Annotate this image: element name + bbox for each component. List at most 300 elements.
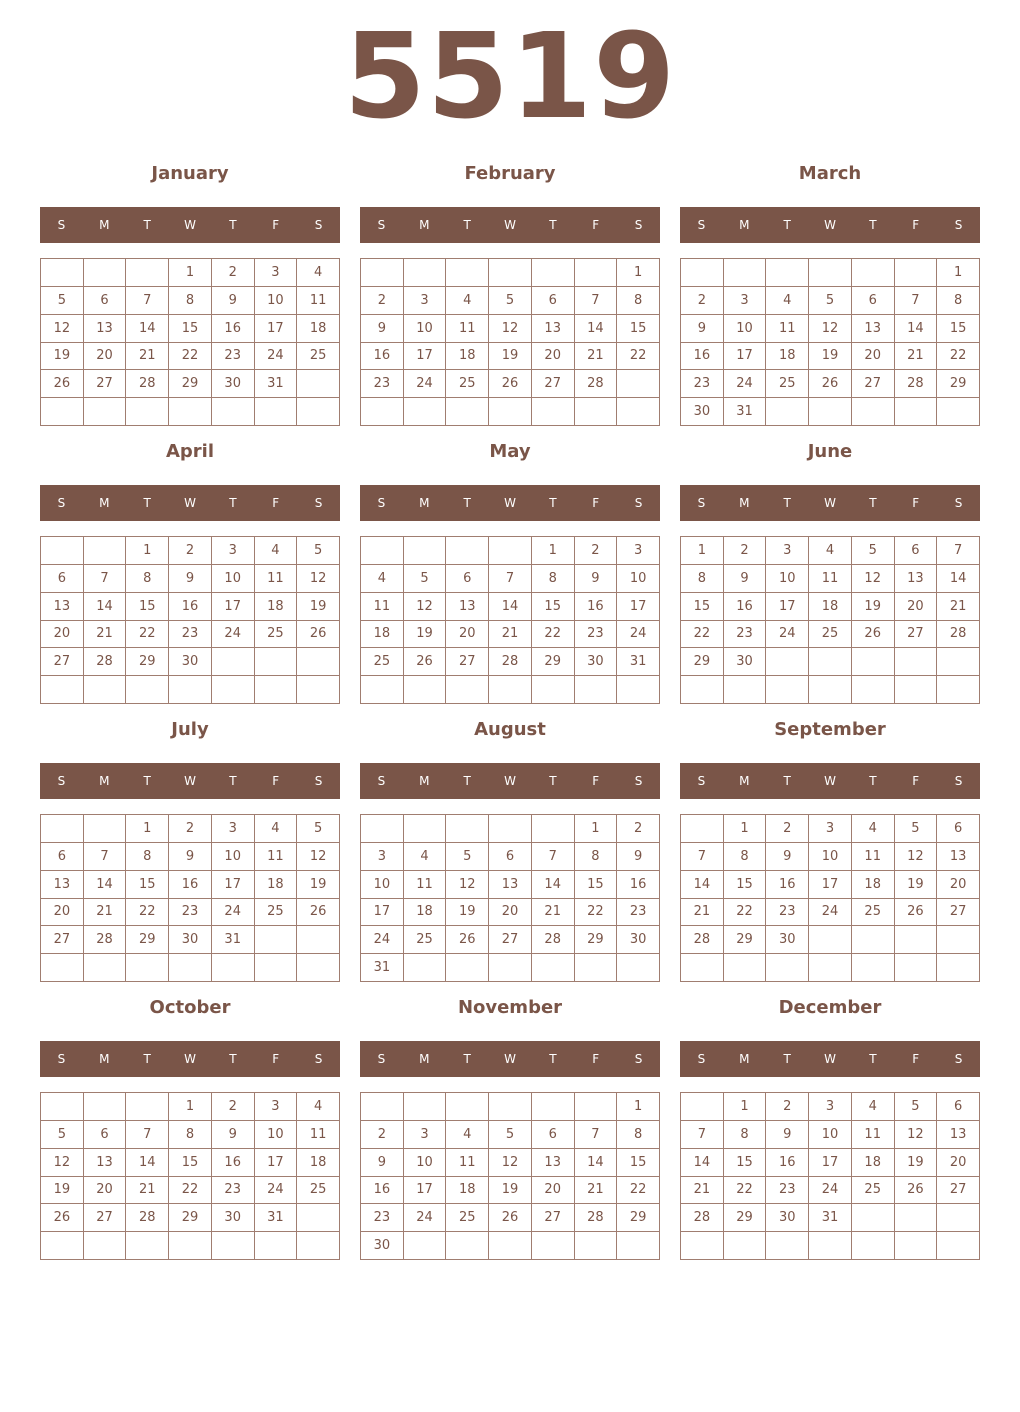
empty-cell	[446, 676, 489, 704]
weekday-label: T	[783, 496, 791, 510]
day-cell: 26	[809, 370, 852, 398]
day-cell: 21	[126, 343, 169, 371]
month-name: November	[457, 997, 563, 1018]
day-cell: 7	[126, 287, 169, 315]
day-cell: 18	[297, 315, 340, 343]
day-cell: 16	[212, 315, 255, 343]
day-cell: 4	[297, 259, 340, 287]
day-cell: 17	[809, 1149, 852, 1177]
weekday-label: T	[143, 218, 151, 232]
day-cell: 10	[255, 1121, 298, 1149]
day-cell: 15	[575, 871, 618, 899]
empty-cell	[617, 370, 660, 398]
weekday-label: W	[184, 1052, 196, 1066]
weekday-label: T	[783, 1052, 791, 1066]
weekday-label: S	[57, 218, 66, 232]
day-cell: 30	[681, 398, 724, 426]
day-cell: 23	[169, 621, 212, 649]
weekday-label: S	[954, 218, 963, 232]
day-cell: 20	[532, 1177, 575, 1205]
day-cell: 9	[361, 315, 404, 343]
day-cell: 25	[361, 648, 404, 676]
weekday-label: T	[143, 774, 151, 788]
day-cell: 17	[212, 871, 255, 899]
empty-cell	[852, 1232, 895, 1260]
empty-cell	[575, 398, 618, 426]
empty-cell	[361, 259, 404, 287]
weekday-label: T	[229, 1052, 237, 1066]
month-name: March	[798, 163, 862, 184]
empty-cell	[724, 1232, 767, 1260]
empty-cell	[446, 259, 489, 287]
day-cell: 26	[297, 621, 340, 649]
empty-cell	[852, 954, 895, 982]
month-name: October	[149, 997, 231, 1018]
weekday-label: T	[783, 774, 791, 788]
day-cell: 15	[126, 593, 169, 621]
day-cell: 3	[255, 259, 298, 287]
day-cell: 10	[255, 287, 298, 315]
day-cell: 26	[895, 1177, 938, 1205]
day-cell: 5	[446, 843, 489, 871]
day-cell: 4	[255, 537, 298, 565]
month-name: April	[165, 441, 215, 462]
day-cell: 9	[575, 565, 618, 593]
day-cell: 26	[852, 621, 895, 649]
day-cell: 15	[126, 871, 169, 899]
empty-cell	[255, 1232, 298, 1260]
day-cell: 24	[809, 1177, 852, 1205]
day-cell: 18	[255, 593, 298, 621]
empty-cell	[809, 954, 852, 982]
day-cell: 8	[681, 565, 724, 593]
empty-cell	[617, 676, 660, 704]
empty-cell	[681, 1093, 724, 1121]
day-cell: 9	[617, 843, 660, 871]
day-cell: 18	[446, 343, 489, 371]
day-cell: 12	[297, 843, 340, 871]
weekday-label: M	[739, 1052, 750, 1066]
empty-cell	[212, 676, 255, 704]
day-cell: 7	[681, 1121, 724, 1149]
weekday-header	[360, 485, 660, 521]
day-cell: 15	[617, 1149, 660, 1177]
day-cell: 24	[809, 899, 852, 927]
empty-cell	[895, 398, 938, 426]
day-cell: 27	[446, 648, 489, 676]
day-cell: 25	[809, 621, 852, 649]
day-cell: 27	[532, 1204, 575, 1232]
day-cell: 28	[575, 1204, 618, 1232]
day-cell: 2	[361, 287, 404, 315]
day-cell: 17	[404, 343, 447, 371]
weekday-header	[40, 485, 340, 521]
weekday-header	[680, 1041, 980, 1077]
empty-cell	[532, 954, 575, 982]
day-cell: 3	[212, 537, 255, 565]
day-cell: 5	[404, 565, 447, 593]
empty-cell	[575, 1232, 618, 1260]
empty-cell	[895, 1204, 938, 1232]
day-cell: 6	[41, 843, 84, 871]
day-cell: 9	[681, 315, 724, 343]
day-cell: 3	[212, 815, 255, 843]
empty-cell	[126, 1232, 169, 1260]
day-cell: 29	[617, 1204, 660, 1232]
day-cell: 4	[852, 815, 895, 843]
day-cell: 4	[297, 1093, 340, 1121]
day-cell: 7	[489, 565, 532, 593]
weekday-label: F	[592, 218, 600, 232]
empty-cell	[446, 1093, 489, 1121]
empty-cell	[404, 537, 447, 565]
day-cell: 7	[575, 287, 618, 315]
day-cell: 18	[852, 871, 895, 899]
day-cell: 7	[532, 843, 575, 871]
day-cell: 2	[169, 815, 212, 843]
day-cell: 28	[937, 621, 980, 649]
day-cell: 20	[895, 593, 938, 621]
day-cell: 24	[212, 621, 255, 649]
day-cell: 13	[84, 1149, 127, 1177]
day-cell: 26	[489, 1204, 532, 1232]
day-cell: 8	[169, 1121, 212, 1149]
day-cell: 12	[489, 315, 532, 343]
empty-cell	[532, 259, 575, 287]
day-cell: 7	[937, 537, 980, 565]
day-cell: 4	[255, 815, 298, 843]
day-cell: 17	[404, 1177, 447, 1205]
weekday-label: S	[377, 218, 386, 232]
weekday-label: T	[549, 496, 557, 510]
day-cell: 7	[681, 843, 724, 871]
empty-cell	[681, 1232, 724, 1260]
empty-cell	[617, 954, 660, 982]
empty-cell	[84, 1093, 127, 1121]
empty-cell	[446, 1232, 489, 1260]
day-cell: 16	[575, 593, 618, 621]
weekday-header	[680, 207, 980, 243]
weekday-label: T	[549, 218, 557, 232]
day-cell: 24	[617, 621, 660, 649]
empty-cell	[404, 1232, 447, 1260]
day-cell: 5	[895, 815, 938, 843]
day-cell: 14	[126, 315, 169, 343]
day-cell: 14	[575, 1149, 618, 1177]
empty-cell	[404, 815, 447, 843]
day-cell: 17	[212, 593, 255, 621]
day-cell: 26	[404, 648, 447, 676]
day-cell: 12	[404, 593, 447, 621]
day-cell: 25	[404, 926, 447, 954]
empty-cell	[126, 676, 169, 704]
empty-cell	[489, 398, 532, 426]
weekday-header	[360, 207, 660, 243]
day-cell: 21	[532, 899, 575, 927]
empty-cell	[404, 1093, 447, 1121]
empty-cell	[852, 259, 895, 287]
weekday-header	[680, 763, 980, 799]
day-cell: 18	[809, 593, 852, 621]
day-grid	[680, 258, 980, 426]
day-cell: 10	[617, 565, 660, 593]
empty-cell	[809, 398, 852, 426]
weekday-label: T	[463, 1052, 471, 1066]
weekday-label: M	[419, 774, 430, 788]
day-cell: 4	[446, 287, 489, 315]
day-cell: 6	[41, 565, 84, 593]
empty-cell	[41, 398, 84, 426]
day-cell: 8	[724, 843, 767, 871]
day-cell: 13	[84, 315, 127, 343]
empty-cell	[617, 398, 660, 426]
weekday-label: F	[592, 1052, 600, 1066]
day-cell: 4	[361, 565, 404, 593]
day-cell: 9	[169, 843, 212, 871]
day-cell: 22	[169, 343, 212, 371]
day-cell: 27	[895, 621, 938, 649]
day-cell: 13	[41, 593, 84, 621]
weekday-label: S	[314, 774, 323, 788]
day-cell: 1	[724, 815, 767, 843]
day-cell: 4	[852, 1093, 895, 1121]
weekday-label: F	[912, 218, 920, 232]
day-cell: 16	[212, 1149, 255, 1177]
day-cell: 21	[489, 621, 532, 649]
weekday-label: W	[184, 218, 196, 232]
day-cell: 1	[126, 537, 169, 565]
day-cell: 13	[41, 871, 84, 899]
empty-cell	[404, 954, 447, 982]
day-cell: 5	[809, 287, 852, 315]
weekday-label: T	[869, 218, 877, 232]
day-cell: 18	[446, 1177, 489, 1205]
day-cell: 14	[895, 315, 938, 343]
day-cell: 15	[937, 315, 980, 343]
weekday-label: W	[184, 774, 196, 788]
empty-cell	[297, 954, 340, 982]
weekday-label: F	[272, 774, 280, 788]
day-cell: 23	[361, 1204, 404, 1232]
day-cell: 1	[169, 1093, 212, 1121]
day-cell: 12	[895, 1121, 938, 1149]
empty-cell	[937, 926, 980, 954]
day-cell: 27	[937, 899, 980, 927]
day-cell: 29	[937, 370, 980, 398]
weekday-label: T	[463, 774, 471, 788]
day-cell: 27	[41, 648, 84, 676]
empty-cell	[212, 398, 255, 426]
day-cell: 24	[766, 621, 809, 649]
day-cell: 2	[724, 537, 767, 565]
weekday-label: W	[824, 218, 836, 232]
day-cell: 5	[41, 287, 84, 315]
day-grid	[360, 536, 660, 704]
day-cell: 11	[404, 871, 447, 899]
weekday-label: S	[57, 1052, 66, 1066]
empty-cell	[852, 676, 895, 704]
weekday-label: F	[912, 774, 920, 788]
day-cell: 19	[404, 621, 447, 649]
day-cell: 6	[84, 287, 127, 315]
day-cell: 28	[84, 926, 127, 954]
day-cell: 20	[489, 899, 532, 927]
weekday-header	[40, 1041, 340, 1077]
day-cell: 13	[852, 315, 895, 343]
day-cell: 5	[297, 815, 340, 843]
day-cell: 20	[446, 621, 489, 649]
day-cell: 27	[84, 1204, 127, 1232]
day-cell: 12	[446, 871, 489, 899]
empty-cell	[41, 1093, 84, 1121]
weekday-label: M	[99, 1052, 110, 1066]
day-cell: 17	[724, 343, 767, 371]
empty-cell	[681, 259, 724, 287]
day-cell: 15	[724, 1149, 767, 1177]
weekday-header	[40, 763, 340, 799]
month-name: July	[171, 719, 209, 740]
day-cell: 30	[212, 1204, 255, 1232]
empty-cell	[255, 926, 298, 954]
day-cell: 13	[489, 871, 532, 899]
weekday-header	[360, 763, 660, 799]
weekday-label: M	[99, 774, 110, 788]
empty-cell	[681, 676, 724, 704]
weekday-label: W	[504, 1052, 516, 1066]
day-cell: 29	[532, 648, 575, 676]
empty-cell	[255, 648, 298, 676]
day-cell: 13	[532, 315, 575, 343]
empty-cell	[489, 954, 532, 982]
day-cell: 18	[255, 871, 298, 899]
day-cell: 13	[937, 1121, 980, 1149]
day-cell: 6	[937, 815, 980, 843]
day-cell: 23	[724, 621, 767, 649]
weekday-label: S	[634, 1052, 643, 1066]
empty-cell	[895, 259, 938, 287]
day-cell: 14	[681, 871, 724, 899]
empty-cell	[297, 398, 340, 426]
day-cell: 22	[681, 621, 724, 649]
weekday-label: S	[954, 496, 963, 510]
empty-cell	[297, 926, 340, 954]
empty-cell	[895, 926, 938, 954]
day-cell: 31	[361, 954, 404, 982]
month-name: May	[489, 441, 531, 462]
empty-cell	[126, 398, 169, 426]
empty-cell	[84, 537, 127, 565]
day-cell: 5	[41, 1121, 84, 1149]
day-cell: 1	[617, 259, 660, 287]
day-cell: 1	[532, 537, 575, 565]
day-cell: 23	[575, 621, 618, 649]
day-cell: 9	[766, 1121, 809, 1149]
day-cell: 2	[575, 537, 618, 565]
weekday-label: T	[869, 1052, 877, 1066]
empty-cell	[361, 676, 404, 704]
day-cell: 29	[169, 1204, 212, 1232]
day-cell: 18	[404, 899, 447, 927]
day-cell: 16	[169, 871, 212, 899]
empty-cell	[575, 259, 618, 287]
day-cell: 11	[297, 287, 340, 315]
day-cell: 29	[126, 648, 169, 676]
day-cell: 21	[84, 621, 127, 649]
day-cell: 7	[575, 1121, 618, 1149]
day-cell: 8	[617, 1121, 660, 1149]
empty-cell	[361, 537, 404, 565]
month-name: September	[774, 719, 886, 740]
empty-cell	[809, 926, 852, 954]
empty-cell	[297, 1204, 340, 1232]
day-cell: 10	[212, 565, 255, 593]
day-cell: 12	[852, 565, 895, 593]
weekday-label: S	[314, 496, 323, 510]
day-cell: 7	[126, 1121, 169, 1149]
day-cell: 11	[446, 1149, 489, 1177]
day-cell: 23	[169, 899, 212, 927]
day-cell: 25	[766, 370, 809, 398]
empty-cell	[489, 1093, 532, 1121]
empty-cell	[126, 954, 169, 982]
weekday-label: T	[869, 774, 877, 788]
day-cell: 25	[852, 1177, 895, 1205]
day-cell: 2	[617, 815, 660, 843]
empty-cell	[895, 648, 938, 676]
empty-cell	[446, 954, 489, 982]
empty-cell	[41, 1232, 84, 1260]
weekday-label: S	[314, 218, 323, 232]
day-grid	[40, 814, 340, 982]
day-cell: 10	[212, 843, 255, 871]
weekday-label: T	[463, 496, 471, 510]
day-cell: 23	[361, 370, 404, 398]
day-cell: 22	[575, 899, 618, 927]
day-cell: 2	[169, 537, 212, 565]
day-cell: 23	[766, 899, 809, 927]
empty-cell	[617, 1232, 660, 1260]
day-cell: 26	[895, 899, 938, 927]
weekday-label: W	[184, 496, 196, 510]
day-cell: 3	[361, 843, 404, 871]
day-cell: 1	[937, 259, 980, 287]
day-cell: 30	[169, 926, 212, 954]
day-cell: 10	[809, 843, 852, 871]
weekday-label: T	[143, 1052, 151, 1066]
empty-cell	[532, 815, 575, 843]
day-cell: 8	[937, 287, 980, 315]
weekday-label: T	[229, 774, 237, 788]
empty-cell	[809, 648, 852, 676]
day-cell: 22	[937, 343, 980, 371]
empty-cell	[724, 676, 767, 704]
weekday-label: F	[272, 1052, 280, 1066]
day-cell: 4	[404, 843, 447, 871]
empty-cell	[41, 537, 84, 565]
day-cell: 24	[724, 370, 767, 398]
weekday-label: W	[824, 496, 836, 510]
day-cell: 29	[575, 926, 618, 954]
empty-cell	[809, 1232, 852, 1260]
day-cell: 21	[681, 899, 724, 927]
weekday-label: F	[592, 496, 600, 510]
day-cell: 28	[895, 370, 938, 398]
day-cell: 6	[895, 537, 938, 565]
empty-cell	[169, 398, 212, 426]
day-cell: 28	[681, 1204, 724, 1232]
empty-cell	[404, 676, 447, 704]
weekday-label: S	[634, 496, 643, 510]
